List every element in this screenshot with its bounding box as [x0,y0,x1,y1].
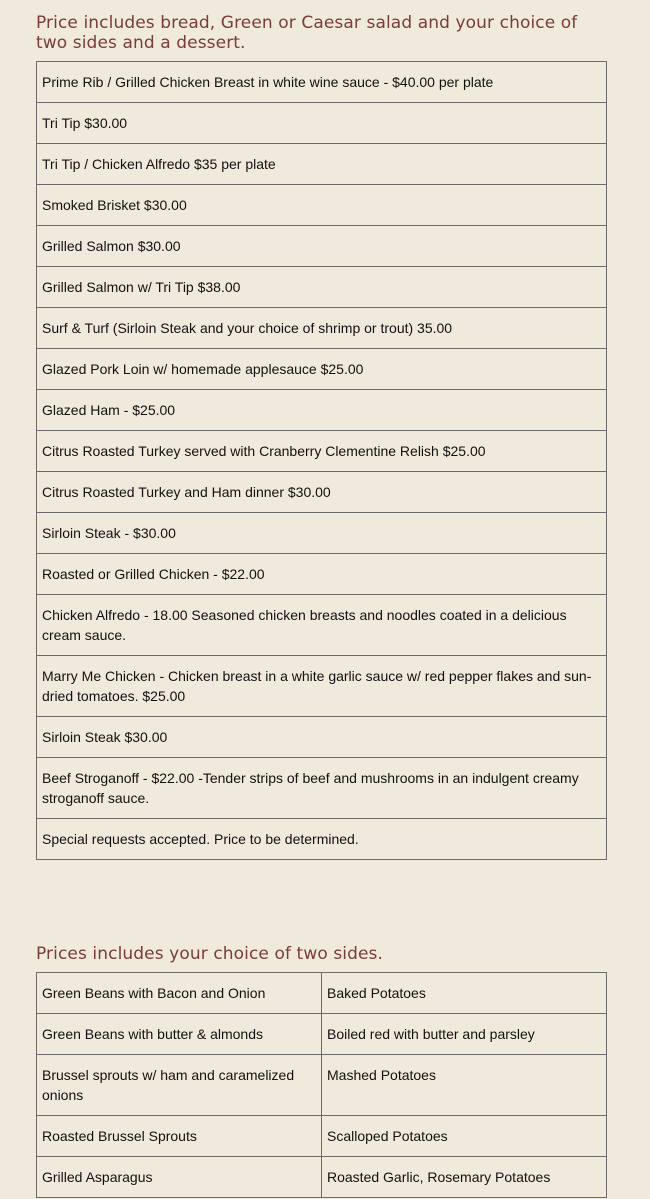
table-row [37,226,607,267]
potato-side: Mashed Potatoes [322,1055,607,1116]
sides-pricing-heading: Prices includes your choice of two sides. [36,944,384,964]
table-row [37,973,607,1014]
vegetable-side: Grilled Asparagus [37,1157,322,1198]
table-row [37,1157,607,1198]
table-row [37,472,607,513]
menu-item: Chicken Alfredo - 18.00 Seasoned chicken breasts and noodles coated in a delicious cream sauce. [37,595,607,656]
menu-item: Grilled Salmon w/ Tri Tip $38.00 [37,267,607,308]
menu-item: Glazed Ham - $25.00 [37,390,607,431]
table-row [37,717,607,758]
table-row [37,819,607,860]
menu-item: Glazed Pork Loin w/ homemade applesauce $25.00 [37,349,607,390]
table-row [37,431,607,472]
menu-item: Sirloin Steak $30.00 [37,717,607,758]
menu-item: Smoked Brisket $30.00 [37,185,607,226]
menu-item: Citrus Roasted Turkey served with Cranberry Clementine Relish $25.00 [37,431,607,472]
vegetable-side: Green Beans with Bacon and Onion [37,973,322,1014]
menu-item: Beef Stroganoff - $22.00 -Tender strips of beef and mushrooms in an indulgent creamy stroganoff sauce. [37,758,607,819]
table-row [37,1014,607,1055]
table-row [37,513,607,554]
table-row [37,308,607,349]
sides-table [36,972,607,1198]
table-row [37,349,607,390]
table-row [37,144,607,185]
table-row [37,1116,607,1157]
menu-item: Grilled Salmon $30.00 [37,226,607,267]
table-row [37,267,607,308]
table-row [37,62,607,103]
table-row [37,656,607,717]
table-row [37,595,607,656]
potato-side: Scalloped Potatoes [322,1116,607,1157]
table-row [37,758,607,819]
menu-item: Sirloin Steak - $30.00 [37,513,607,554]
potato-side: Baked Potatoes [322,973,607,1014]
menu-item: Roasted or Grilled Chicken - $22.00 [37,554,607,595]
potato-side: Boiled red with butter and parsley [322,1014,607,1055]
table-row [37,103,607,144]
table-row [37,554,607,595]
menu-item: Special requests accepted. Price to be determined. [37,819,607,860]
menu-item: Prime Rib / Grilled Chicken Breast in white wine sauce - $40.00 per plate [37,62,607,103]
table-row [37,390,607,431]
potato-side: Roasted Garlic, Rosemary Potatoes [322,1157,607,1198]
vegetable-side: Brussel sprouts w/ ham and caramelized onions [37,1055,322,1116]
entree-menu-table [36,61,607,860]
menu-item: Tri Tip $30.00 [37,103,607,144]
table-row [37,185,607,226]
menu-item: Surf & Turf (Sirloin Steak and your choice of shrimp or trout) 35.00 [37,308,607,349]
menu-item: Citrus Roasted Turkey and Ham dinner $30.00 [37,472,607,513]
vegetable-side: Green Beans with butter & almonds [37,1014,322,1055]
entree-pricing-heading: Price includes bread, Green or Caesar salad and your choice of two sides and a dessert. [36,13,578,53]
menu-item: Tri Tip / Chicken Alfredo $35 per plate [37,144,607,185]
vegetable-side: Roasted Brussel Sprouts [37,1116,322,1157]
menu-item: Marry Me Chicken - Chicken breast in a white garlic sauce w/ red pepper flakes and sun-dried tomatoes. $25.00 [37,656,607,717]
table-row [37,1055,607,1116]
